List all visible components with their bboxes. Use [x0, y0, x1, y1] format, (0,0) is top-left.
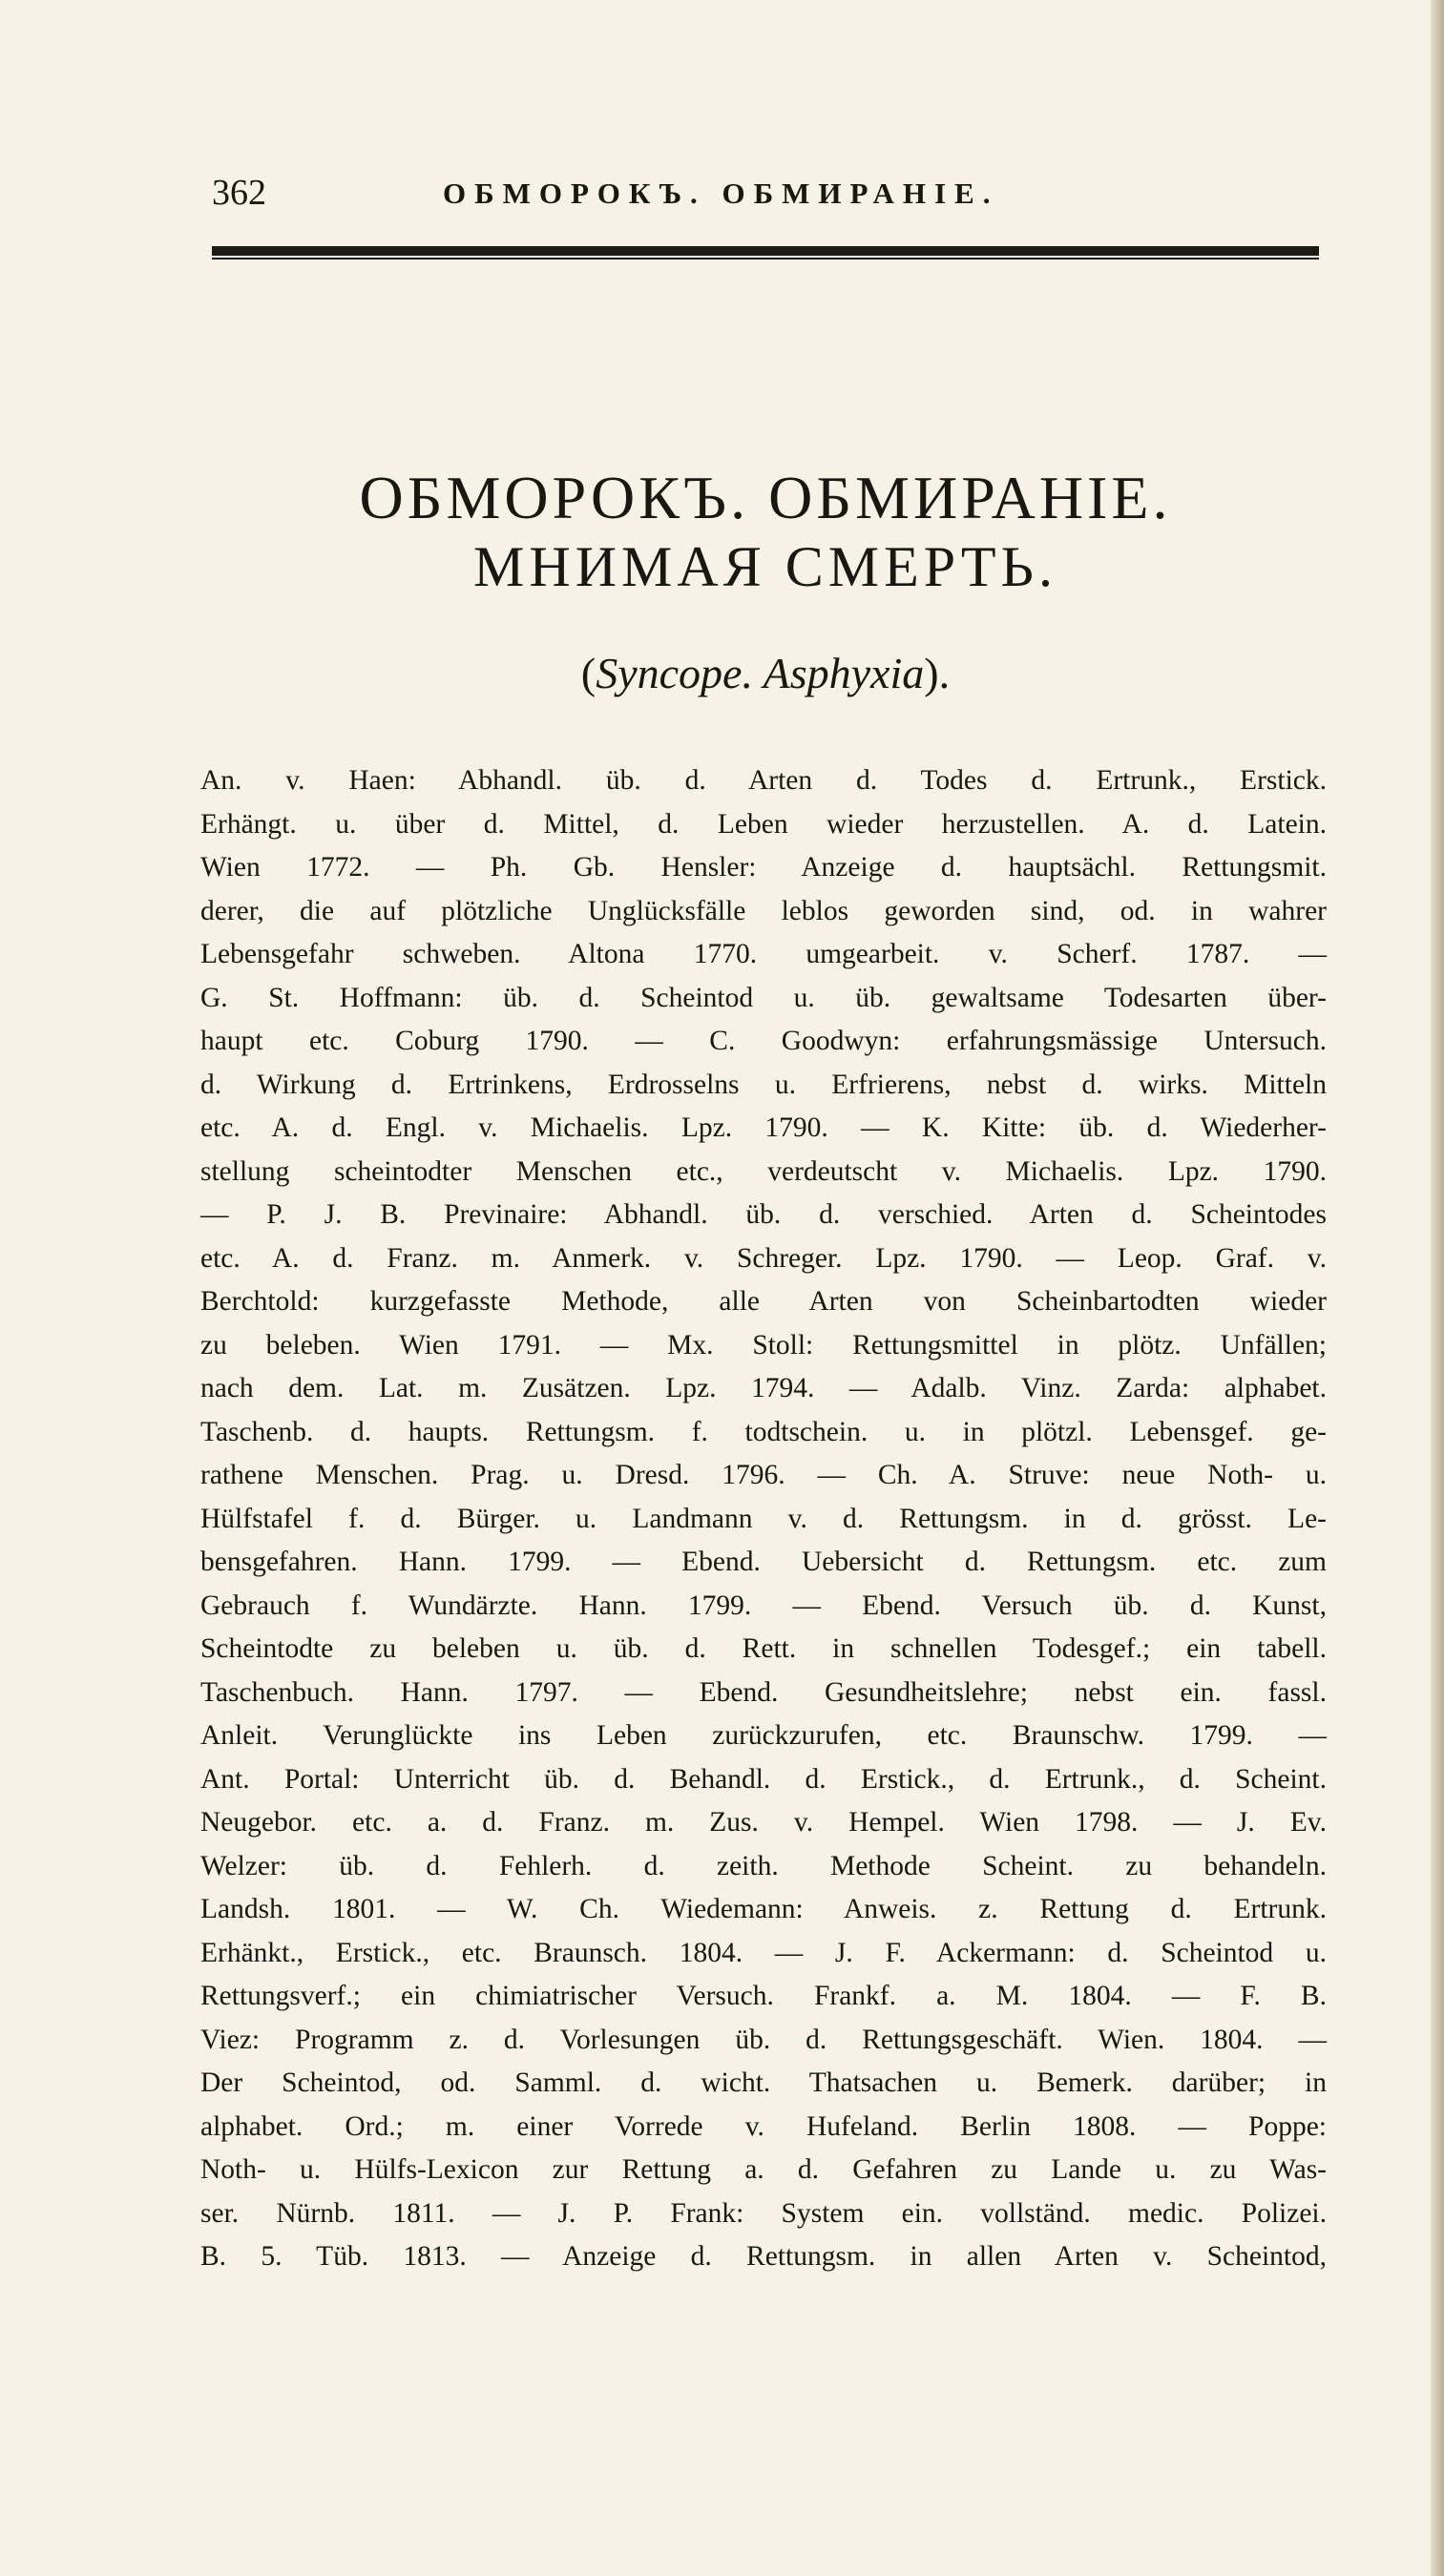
bibliography-line: Viez: Programm z. d. Vorlesungen üb. d. Rettungsgeschäft. Wien. 1804. — [200, 2024, 1327, 2055]
bibliography-line: derer, die auf plötzliche Unglücksfälle leblos geworden sind, od. in wahrer [200, 895, 1327, 926]
bibliography-line: d. Wirkung d. Ertrinkens, Erdrosselns u. Erfrierens, nebst d. wirks. Mitteln [200, 1069, 1327, 1100]
bibliography-line: Der Scheintod, od. Samml. d. wicht. Thatsachen u. Bemerk. darüber; in [200, 2067, 1327, 2098]
bibliography-line: Landsh. 1801. — W. Ch. Wiedemann: Anweis. z. Rettung d. Ertrunk. [200, 1894, 1327, 1924]
bibliography-line: nach dem. Lat. m. Zusätzen. Lpz. 1794. — Adalb. Vinz. Zarda: alphabet. [200, 1373, 1327, 1403]
bibliography-line: B. 5. Tüb. 1813. — Anzeige d. Rettungsm. in allen Arten v. Scheintod, [200, 2241, 1327, 2272]
bibliography-line: Neugebor. etc. a. d. Franz. m. Zus. v. Hempel. Wien 1798. — J. Ev. [200, 1807, 1327, 1838]
bibliography-line: alphabet. Ord.; m. einer Vorrede v. Hufeland. Berlin 1808. — Poppe: [200, 2110, 1327, 2142]
bibliography-line: Erhänkt., Erstick., etc. Braunsch. 1804. — J. F. Ackermann: d. Scheintod u. [200, 1937, 1327, 1968]
header-rule [212, 246, 1319, 256]
bibliography-line: Berchtold: kurzgefasste Methode, alle Arten von Scheinbartodten wieder [200, 1286, 1327, 1317]
bibliography-line: Hülfstafel f. d. Bürger. u. Landmann v. d. Rettungsm. in d. grösst. Le- [200, 1503, 1327, 1534]
bibliography-line: G. St. Hoffmann: üb. d. Scheintod u. üb. gewaltsame Todesarten über- [200, 982, 1327, 1013]
chapter-title-line-2: МНИМАЯ СМЕРТЬ. [473, 535, 1057, 598]
bibliography-line: etc. A. d. Engl. v. Michaelis. Lpz. 1790. — K. Kitte: üb. d. Wiederher- [200, 1112, 1327, 1143]
bibliography-line: An. v. Haen: Abhandl. üb. d. Arten d. Todes d. Ertrunk., Erstick. [200, 765, 1327, 796]
bibliography-line: Erhängt. u. über d. Mittel, d. Leben wieder herzustellen. A. d. Latein. [200, 808, 1327, 840]
subtitle-latin-terms: Syncope. Asphyxia [596, 649, 925, 697]
bibliography-line: ser. Nürnb. 1811. — J. P. Frank: System ein. vollständ. medic. Polizei. [200, 2197, 1327, 2229]
subtitle-close-paren: ). [924, 649, 951, 697]
bibliography-line: Taschenbuch. Hann. 1797. — Ebend. Gesundheitslehre; nebst ein. fassl. [200, 1676, 1327, 1708]
chapter-title-line-1: ОБМОРОКЪ. ОБМИРАНІЕ. [359, 464, 1172, 531]
bibliography-line: Taschenb. d. haupts. Rettungsm. f. todtschein. u. in plötzl. Lebensgef. ge- [200, 1416, 1327, 1447]
bibliography-line: Noth- u. Hülfs-Lexicon zur Rettung a. d. Gefahren zu Lande u. zu Was- [200, 2154, 1327, 2185]
bibliography-paragraph [200, 759, 1327, 2305]
running-title: ОБМОРОКЪ. ОБМИРАНІЕ. [443, 177, 999, 210]
page-edge-shadow [1431, 0, 1444, 2576]
bibliography-line: — P. J. B. Previnaire: Abhandl. üb. d. verschied. Arten d. Scheintodes [200, 1199, 1327, 1230]
bibliography-line: bensgefahren. Hann. 1799. — Ebend. Uebersicht d. Rettungsm. etc. zum [200, 1547, 1327, 1577]
bibliography-line: zu beleben. Wien 1791. — Mx. Stoll: Rettungsmittel in plötz. Unfällen; [200, 1329, 1327, 1361]
subtitle-open-paren: ( [580, 649, 596, 697]
page-number: 362 [212, 173, 266, 213]
latin-subtitle [212, 645, 1319, 702]
bibliography-line: haupt etc. Coburg 1790. — C. Goodwyn: erfahrungsmässige Untersuch. [200, 1026, 1327, 1056]
bibliography-line: Welzer: üb. d. Fehlerh. d. zeith. Methode Scheint. zu behandeln. [200, 1850, 1327, 1881]
bibliography-line: Wien 1772. — Ph. Gb. Hensler: Anzeige d. hauptsächl. Rettungsmit. [200, 852, 1327, 883]
bibliography-line: stellung scheintodter Menschen etc., verdeutscht v. Michaelis. Lpz. 1790. [200, 1155, 1327, 1187]
bibliography-line: Gebrauch f. Wundärzte. Hann. 1799. — Ebend. Versuch üb. d. Kunst, [200, 1589, 1327, 1621]
bibliography-line: Scheintodte zu beleben u. üb. d. Rett. in schnellen Todesgef.; ein tabell. [200, 1633, 1327, 1664]
bibliography-line: Anleit. Verunglückte ins Leben zurückzurufen, etc. Braunschw. 1799. — [200, 1720, 1327, 1751]
bibliography-line: Lebensgefahr schweben. Altona 1770. umgearbeit. v. Scherf. 1787. — [200, 939, 1327, 969]
bibliography-line: Ant. Portal: Unterricht üb. d. Behandl. d. Erstick., d. Ertrunk., d. Scheint. [200, 1763, 1327, 1795]
bibliography-line: rathene Menschen. Prag. u. Dresd. 1796. — Ch. A. Struve: neue Noth- u. [200, 1460, 1327, 1490]
bibliography-line: Rettungsverf.; ein chimiatrischer Versuch. Frankf. a. M. 1804. — F. B. [200, 1981, 1327, 2011]
running-header [212, 170, 1319, 227]
bibliography-line: etc. A. d. Franz. m. Anmerk. v. Schreger. Lpz. 1790. — Leop. Graf. v. [200, 1242, 1327, 1274]
